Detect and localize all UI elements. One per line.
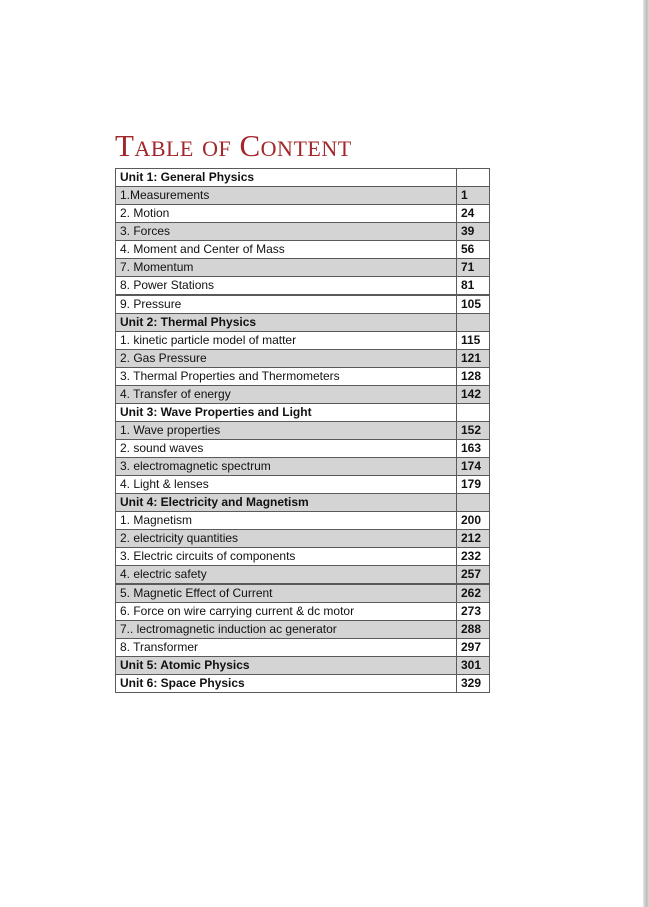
toc-entry-row (116, 223, 490, 241)
page-number: 179 (457, 476, 490, 494)
page-number: 71 (457, 259, 490, 277)
page-number: 128 (457, 368, 490, 386)
toc-entry-row (116, 440, 490, 458)
unit-title: Unit 1: General Physics (116, 169, 457, 187)
toc-entry-row (116, 259, 490, 277)
chapter-title: 9. Pressure (116, 295, 457, 314)
chapter-title: 4. Moment and Center of Mass (116, 241, 457, 259)
toc-unit-row (116, 675, 490, 693)
toc-entry-row (116, 187, 490, 205)
chapter-title: 7.. lectromagnetic induction ac generator (116, 621, 457, 639)
toc-unit-row (116, 494, 490, 512)
toc-entry-row (116, 530, 490, 548)
unit-title: Unit 6: Space Physics (116, 675, 457, 693)
page-number: 81 (457, 277, 490, 296)
unit-title: Unit 3: Wave Properties and Light (116, 404, 457, 422)
toc-entry-row (116, 512, 490, 530)
page-number: 152 (457, 422, 490, 440)
page-number: 301 (457, 657, 490, 675)
page-number: 39 (457, 223, 490, 241)
page-number: 288 (457, 621, 490, 639)
page-number: 24 (457, 205, 490, 223)
toc-entry-row (116, 332, 490, 350)
page-number (457, 169, 490, 187)
chapter-title: 3. Electric circuits of components (116, 548, 457, 566)
page-number: 105 (457, 295, 490, 314)
toc-entry-row (116, 458, 490, 476)
chapter-title: 6. Force on wire carrying current & dc motor (116, 603, 457, 621)
chapter-title: 8. Power Stations (116, 277, 457, 296)
page-number (457, 404, 490, 422)
chapter-title: 1. Wave properties (116, 422, 457, 440)
toc-entry-row (116, 639, 490, 657)
chapter-title: 7. Momentum (116, 259, 457, 277)
page-number: 142 (457, 386, 490, 404)
page-title: Table of Content (115, 128, 352, 163)
toc-body (116, 169, 490, 693)
chapter-title: 4. Light & lenses (116, 476, 457, 494)
page-edge (643, 0, 649, 907)
page-number: 121 (457, 350, 490, 368)
chapter-title: 4. electric safety (116, 566, 457, 585)
chapter-title: 3. Thermal Properties and Thermometers (116, 368, 457, 386)
toc-entry-row (116, 621, 490, 639)
page-number: 297 (457, 639, 490, 657)
page-number: 1 (457, 187, 490, 205)
page-number: 257 (457, 566, 490, 585)
page-number: 200 (457, 512, 490, 530)
toc-entry-row (116, 476, 490, 494)
chapter-title: 1. Magnetism (116, 512, 457, 530)
chapter-title: 3. Forces (116, 223, 457, 241)
toc-unit-row (116, 657, 490, 675)
toc-entry-row (116, 603, 490, 621)
page-number (457, 314, 490, 332)
toc-unit-row (116, 169, 490, 187)
toc-entry-row (116, 205, 490, 223)
toc-entry-row (116, 368, 490, 386)
chapter-title: 1.Measurements (116, 187, 457, 205)
chapter-title: 5. Magnetic Effect of Current (116, 584, 457, 603)
chapter-title: 1. kinetic particle model of matter (116, 332, 457, 350)
toc-entry-row (116, 548, 490, 566)
page-number: 115 (457, 332, 490, 350)
toc-entry-row (116, 584, 490, 603)
page-number: 232 (457, 548, 490, 566)
page-number: 329 (457, 675, 490, 693)
toc-unit-row (116, 314, 490, 332)
page-number (457, 494, 490, 512)
chapter-title: 2. electricity quantities (116, 530, 457, 548)
chapter-title: 2. Motion (116, 205, 457, 223)
unit-title: Unit 2: Thermal Physics (116, 314, 457, 332)
toc-entry-row (116, 277, 490, 296)
unit-title: Unit 5: Atomic Physics (116, 657, 457, 675)
page-number: 56 (457, 241, 490, 259)
toc-entry-row (116, 295, 490, 314)
page-number: 212 (457, 530, 490, 548)
toc-entry-row (116, 241, 490, 259)
chapter-title: 2. sound waves (116, 440, 457, 458)
toc-table (115, 168, 490, 693)
page-number: 174 (457, 458, 490, 476)
toc-entry-row (116, 566, 490, 585)
toc-entry-row (116, 386, 490, 404)
page-number: 262 (457, 584, 490, 603)
toc-entry-row (116, 422, 490, 440)
unit-title: Unit 4: Electricity and Magnetism (116, 494, 457, 512)
toc-entry-row (116, 350, 490, 368)
chapter-title: 4. Transfer of energy (116, 386, 457, 404)
chapter-title: 2. Gas Pressure (116, 350, 457, 368)
page-number: 163 (457, 440, 490, 458)
toc-unit-row (116, 404, 490, 422)
chapter-title: 8. Transformer (116, 639, 457, 657)
page-number: 273 (457, 603, 490, 621)
chapter-title: 3. electromagnetic spectrum (116, 458, 457, 476)
